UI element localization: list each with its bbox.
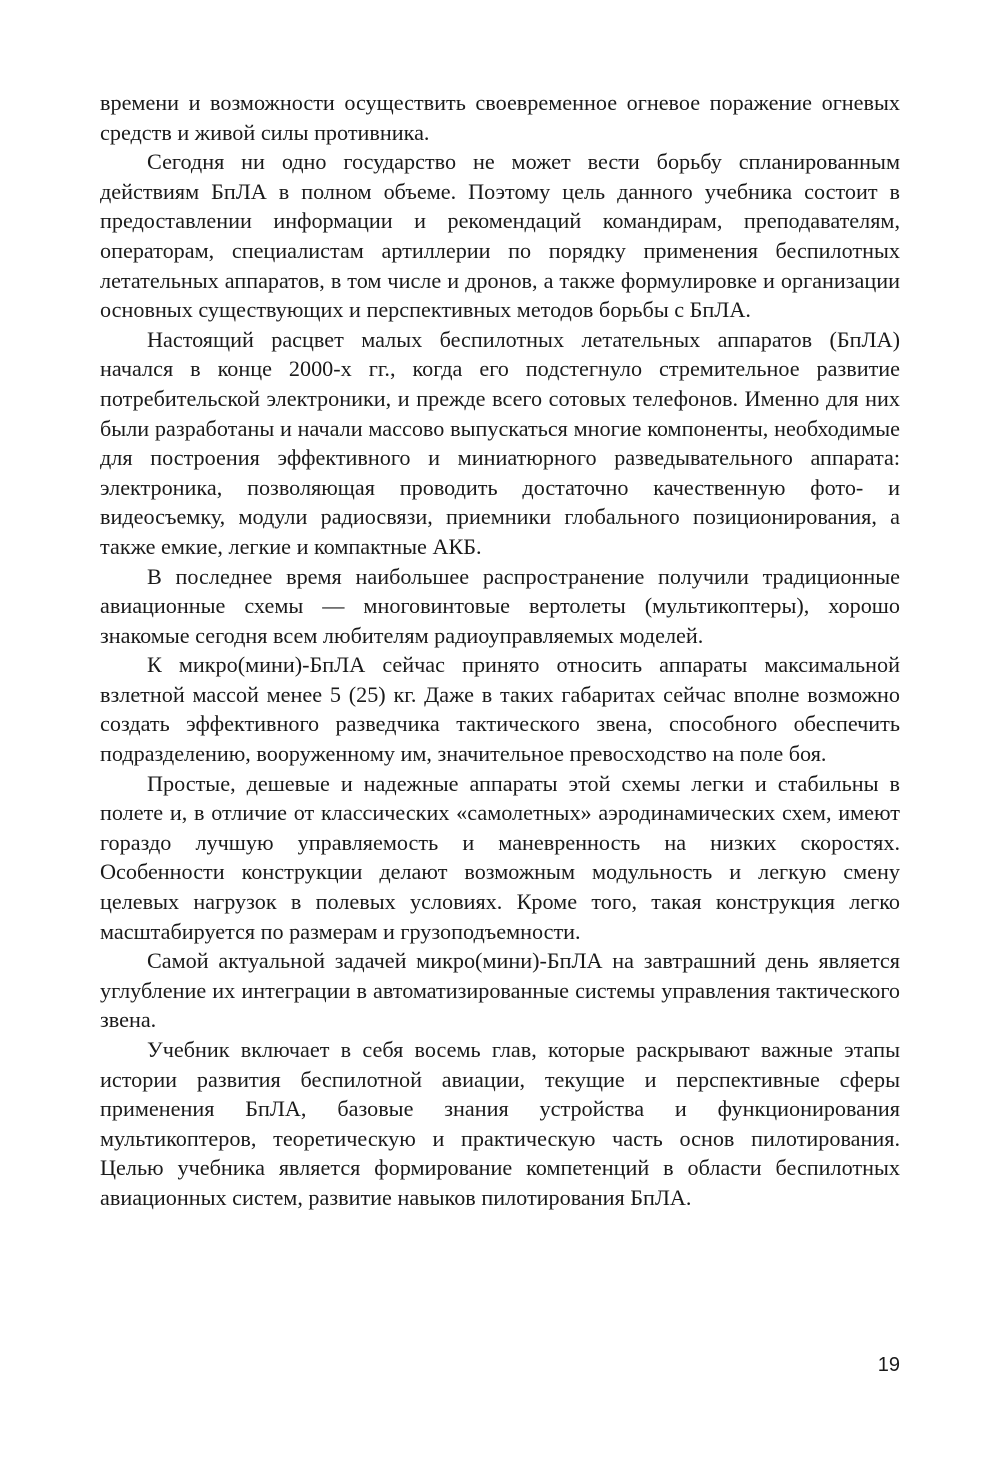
paragraph: времени и возможности осуществить своевременное огневое поражение огневых средств и живой силы противника.: [100, 90, 900, 145]
paragraph: Учебник включает в себя восемь глав, которые раскрывают важные этапы истории развития беспилотной авиации, текущие и перспективные сферы применения БпЛА, базовые знания устройства и функционирования мультикоптеров, теоретическую и практическую часть основ пилотирования. Целью учебника является формирование компетенций в области беспилотных авиационных систем, развитие навыков пилотирования БпЛА.: [100, 1037, 900, 1210]
paragraph: Простые, дешевые и надежные аппараты этой схемы легки и стабильны в полете и, в отличие от классических «самолетных» аэродинамических схем, имеют гораздо лучшую управляемость и маневренность на низких скоростях. Особенности конструкции делают возможным модульность и легкую смену целевых нагрузок в полевых условиях. Кроме того, такая конструкция легко масштабируется по размерам и грузоподъемности.: [100, 770, 900, 944]
paragraph: Настоящий расцвет малых беспилотных летательных аппаратов (БпЛА) начался в конце 2000-х гг., когда его подстегнуло стремительное развитие потребительской электроники, и прежде всего сотовых телефонов. Именно для них были разработаны и начали массово выпускаться многие компоненты, необходимые для построения эффективного и миниатюрного разведывательного аппарата: электроника, позволяющая проводить достаточно качественную фото- и видеосъемку, модули радиосвязи, приемники глобального позиционирования, а также емкие, легкие и компактные АКБ.: [100, 326, 900, 559]
paragraph: В последнее время наибольшее распространение получили традиционные авиационные схемы — многовинтовые вертолеты (мультикоптеры), хорошо знакомые сегодня всем любителям радиоуправляемых моделей.: [100, 563, 900, 648]
paragraph: Самой актуальной задачей микро(мини)-БпЛА на завтрашний день является углубление их интеграции в автоматизированные системы управления тактического звена.: [100, 948, 900, 1033]
page-body: [100, 88, 900, 1213]
page-number: 19: [877, 1354, 900, 1376]
paragraph: К микро(мини)-БпЛА сейчас принято относить аппараты максимальной взлетной массой менее 5 (25) кг. Даже в таких габаритах сейчас вполне возможно создать эффективного разведчика тактического звена, способного обеспечить подразделению, вооруженному им, значительное превосходство на поле боя.: [100, 652, 900, 767]
paragraph: Сегодня ни одно государство не может вести борьбу спланированным действиям БпЛА в полном объеме. Поэтому цель данного учебника состоит в предоставлении информации и рекомендаций командирам, преподавателям, операторам, специалистам артиллерии по порядку применения беспилотных летательных аппаратов, в том числе и дронов, а также формулировке и организации основных существующих и перспективных методов борьбы с БпЛА.: [100, 149, 900, 323]
